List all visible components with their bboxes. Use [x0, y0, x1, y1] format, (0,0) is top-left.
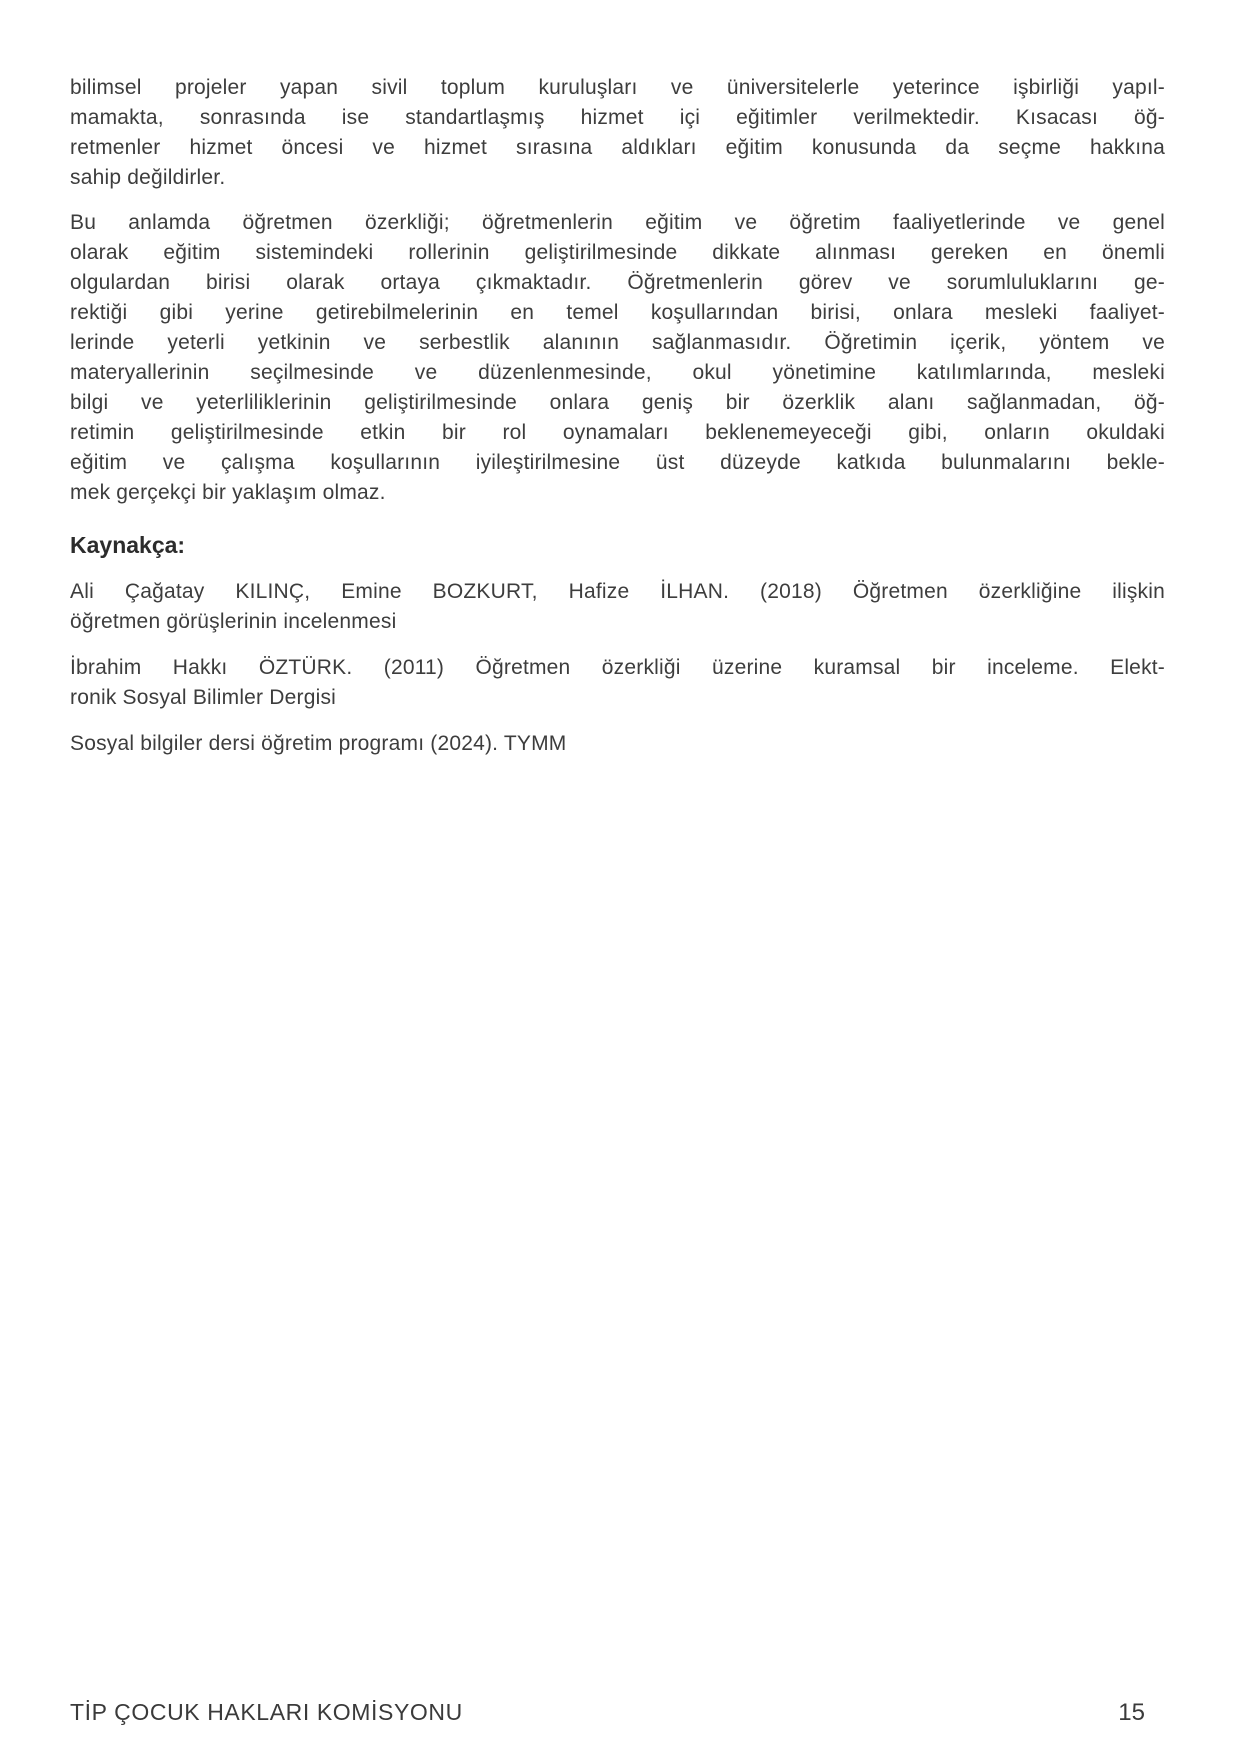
reference-item	[70, 577, 1165, 637]
paragraph	[70, 73, 1165, 193]
page-content	[70, 73, 1165, 775]
text-line: eğitim ve çalışma koşullarının iyileştirilmesine üst düzeyde katkıda bulunmalarını bekle-	[70, 451, 1165, 474]
text-line: Bu anlamda öğretmen özerkliği; öğretmenlerin eğitim ve öğretim faaliyetlerinde ve genel	[70, 211, 1165, 234]
text-line: bilimsel projeler yapan sivil toplum kuruluşları ve üniversitelerle yeterince işbirliği yapıl-	[70, 76, 1165, 99]
text-line: ronik Sosyal Bilimler Dergisi	[70, 686, 337, 709]
text-line: olarak eğitim sistemindeki rollerinin geliştirilmesinde dikkate alınması gereken en önemli	[70, 241, 1165, 264]
text-line: Sosyal bilgiler dersi öğretim programı (2024). TYMM	[70, 732, 567, 755]
text-line: bilgi ve yeterliliklerinin geliştirilmesinde onlara geniş bir özerklik alanı sağlanmadan, öğ-	[70, 391, 1165, 414]
paragraph	[70, 208, 1165, 508]
text-line: rektiği gibi yerine getirebilmelerinin en temel koşullarından birisi, onlara mesleki faaliyet-	[70, 301, 1165, 324]
text-line: retimin geliştirilmesinde etkin bir rol oynamaları beklenemeyeceği gibi, onların okuldaki	[70, 421, 1165, 444]
footer-committee-name: TİP ÇOCUK HAKLARI KOMİSYONU	[70, 1699, 463, 1725]
references-list	[70, 577, 1165, 759]
page-footer	[70, 1699, 1165, 1727]
text-line: mamakta, sonrasında ise standartlaşmış hizmet içi eğitimler verilmektedir. Kısacası öğ-	[70, 106, 1165, 129]
text-line: materyallerinin seçilmesinde ve düzenlenmesinde, okul yönetimine katılımlarında, mesleki	[70, 361, 1165, 384]
footer-page-number: 15	[1118, 1699, 1145, 1726]
text-line: sahip değildirler.	[70, 166, 226, 189]
text-line: retmenler hizmet öncesi ve hizmet sırasına aldıkları eğitim konusunda da seçme hakkına	[70, 136, 1165, 159]
references-heading: Kaynakça:	[70, 532, 186, 558]
text-line: lerinde yeterli yetkinin ve serbestlik alanının sağlanmasıdır. Öğretimin içerik, yöntem ve	[70, 331, 1165, 354]
text-line: öğretmen görüşlerinin incelenmesi	[70, 610, 397, 633]
text-line: mek gerçekçi bir yaklaşım olmaz.	[70, 481, 386, 504]
reference-item	[70, 729, 1165, 759]
body-paragraphs	[70, 73, 1165, 508]
text-line: olgulardan birisi olarak ortaya çıkmaktadır. Öğretmenlerin görev ve sorumluluklarını ge-	[70, 271, 1165, 294]
reference-item	[70, 653, 1165, 713]
text-line: İbrahim Hakkı ÖZTÜRK. (2011) Öğretmen özerkliği üzerine kuramsal bir inceleme. Elekt-	[70, 656, 1165, 679]
text-line: Ali Çağatay KILINÇ, Emine BOZKURT, Hafize İLHAN. (2018) Öğretmen özerkliğine ilişkin	[70, 580, 1165, 603]
